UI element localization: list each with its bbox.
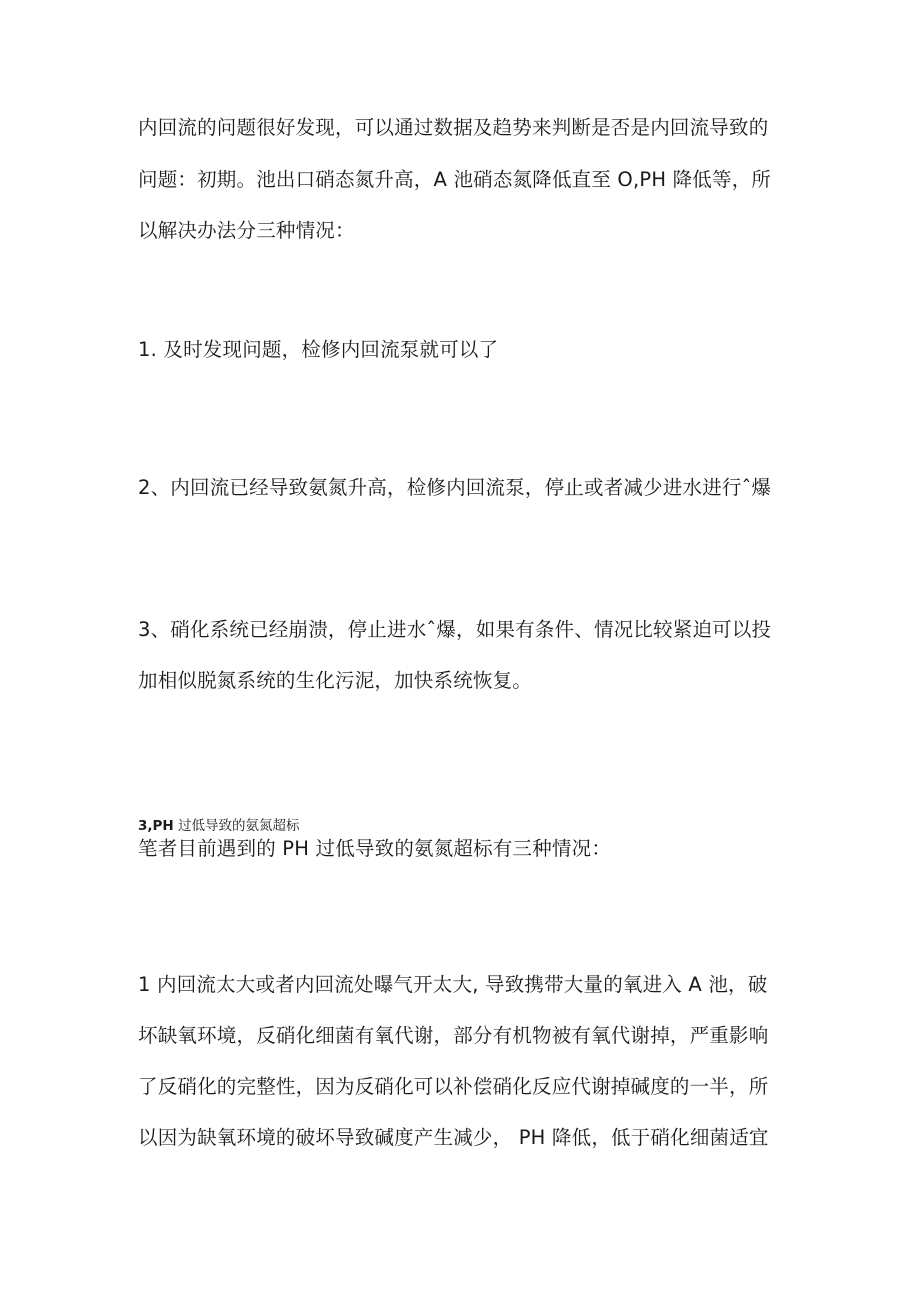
intro-line-3: 以解决办法分三种情况： <box>138 219 355 242</box>
intro-line-1: 内回流的问题很好发现，可以通过数据及趋势来判断是否是内回流导致的 <box>138 116 769 139</box>
item-1-line-1: 1. 及时发现问题，检修内回流泵就可以了 <box>138 338 499 361</box>
case-1-line-1: 1 内回流太大或者内回流处曝气开太大, 导致携带大量的氧进入 A 池，破 <box>138 973 768 996</box>
item-3-line-2: 加相似脱氮系统的生化污泥，加快系统恢复。 <box>138 669 533 692</box>
item-2-line-1: 2、内回流已经导致氨氮升高，检修内回流泵，停止或者减少进水进行ˆ爆 <box>138 476 772 499</box>
section-3-heading-number: 3,PH <box>138 818 174 834</box>
case-1-line-2: 坏缺氧环境，反硝化细菌有氧代谢，部分有机物被有氧代谢掉，严重影响 <box>138 1024 769 1047</box>
section-3-heading-text: 过低导致的氨氮超标 <box>173 818 300 834</box>
section-3-heading <box>138 817 300 835</box>
intro-line-2: 问题：初期。池出口硝态氮升高，A 池硝态氮降低直至 O,PH 降低等，所 <box>138 168 772 191</box>
case-1-line-3: 了反硝化的完整性，因为反硝化可以补偿硝化反应代谢掉碱度的一半，所 <box>138 1075 769 1098</box>
section-3-intro: 笔者目前遇到的 PH 过低导致的氨氮超标有三种情况： <box>138 837 612 860</box>
item-3-line-1: 3、硝化系统已经崩溃，停止进水ˆ爆，如果有条件、情况比较紧迫可以投 <box>138 618 772 641</box>
case-1-line-4: 以因为缺氧环境的破坏导致碱度产生减少， PH 降低，低于硝化细菌适宜 <box>138 1126 769 1149</box>
